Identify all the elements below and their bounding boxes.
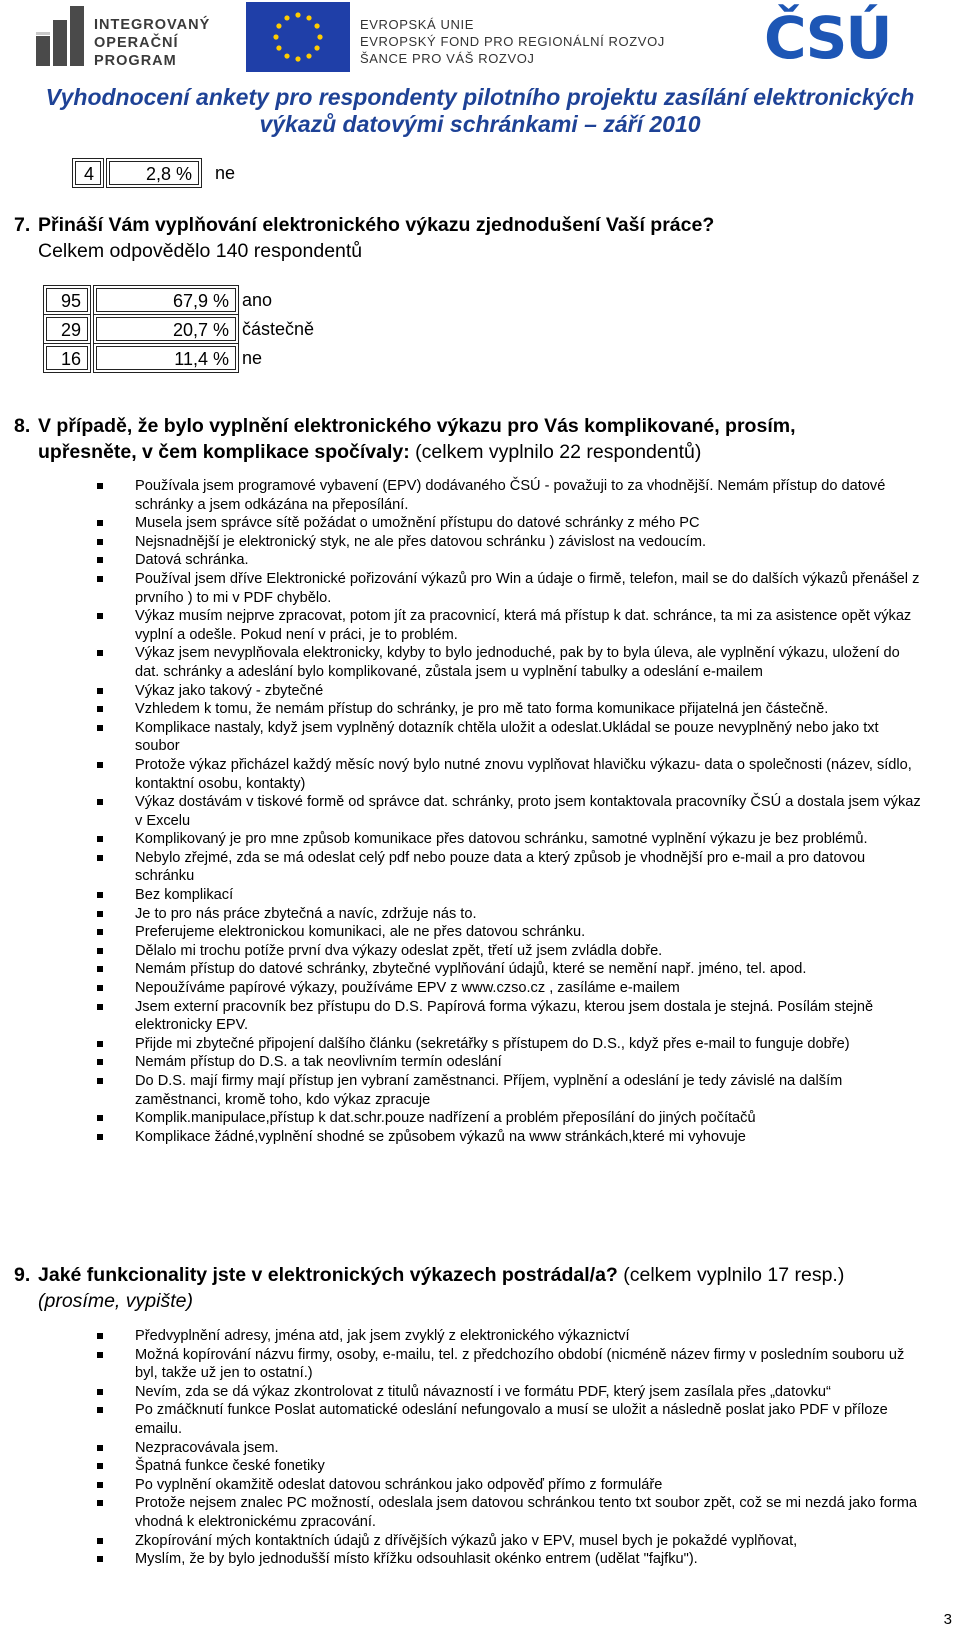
- document-title: [0, 84, 960, 138]
- question-9-text-normal: (celkem vyplnilo 17 resp.): [617, 1264, 845, 1286]
- csu-logo-text: ČSÚ: [764, 4, 891, 72]
- question-9-note: (prosíme, vypište): [38, 1290, 193, 1312]
- stat-count: 4: [75, 161, 101, 185]
- list-item: Výkaz jsem nevyplňovala elektronicky, kdyby to bylo jednoduché, pak by to byla úleva, ale vyplnění výkazu, uložení do dat. schránky a adeslání bylo komplikované, zůstala jsem u vyplnění tabulky a odeslání e-mailem: [97, 644, 927, 681]
- question-7: [14, 212, 714, 264]
- list-item: Po vyplnění okamžitě odeslat datovou schránkou jako odpověď přímo z formuláře: [97, 1476, 927, 1495]
- question-8-line-2-normal: (celkem vyplnilo 22 respondentů): [409, 441, 702, 463]
- stat-count: 95: [46, 288, 88, 312]
- question-9-answers: [97, 1327, 927, 1569]
- list-item: Protože nejsem znalec PC možností, odeslala jsem datovou schránkou tento txt soubor zpět, což se mi nezdá jako forma vhodná k elektronickému zpracování.: [97, 1494, 927, 1531]
- list-item: Zkopírování mých kontaktních údajů z dřívějších výkazů jako v EPV, musel bych je pokaždé vyplňovat,: [97, 1532, 927, 1551]
- list-item: Nepoužíváme papírové výkazy, používáme EPV z www.czso.cz , zasíláme e-mailem: [97, 979, 927, 998]
- list-item: Nemám přístup do datové schránky, zbytečné vyplňování údajů, které se nemění např. jméno, tel. apod.: [97, 960, 927, 979]
- eu-star-icon: [276, 23, 281, 28]
- list-item: Předvyplnění adresy, jména atd, jak jsem zvyklý z elektronického výkaznictví: [97, 1327, 927, 1346]
- list-item: Přijde mi zbytečné připojení dalšího článku (sekretářky s přístupem do D.S., když přes e-mail to funguje dobře): [97, 1035, 927, 1054]
- question-8: [14, 413, 796, 465]
- list-item: Komplikovaný je pro mne způsob komunikace přes datovou schránku, samotné vyplnění výkazu je bez problémů.: [97, 830, 927, 849]
- eu-logo: [246, 2, 666, 72]
- eu-flag-icon: [246, 2, 350, 72]
- stat-label: částečně: [242, 319, 315, 339]
- list-item: Nezpracovávala jsem.: [97, 1439, 927, 1458]
- list-item: Do D.S. mají firmy mají přístup jen vybraní zaměstnanci. Příjem, vyplnění a odeslání je tedy závislé na dalším zaměstnanci, kromě toho, kdo výkaz zpracuje: [97, 1072, 927, 1109]
- list-item: Preferujeme elektronickou komunikaci, ale ne přes datovou schránku.: [97, 923, 927, 942]
- stat-percent: 20,7 %: [96, 317, 236, 341]
- question-8-line-1: V případě, že bylo vyplnění elektronického výkazu pro Vás komplikované, prosím,: [38, 415, 796, 437]
- title-line-1: Vyhodnocení ankety pro respondenty pilotního projektu zasílání elektronických: [45, 84, 915, 110]
- eu-star-icon: [284, 15, 289, 20]
- question-7-text: Přináší Vám vyplňování elektronického výkazu zjednodušení Vaší práce?: [38, 214, 715, 236]
- list-item: Nebylo zřejmé, zda se má odeslat celý pdf nebo pouze data a který způsob je vhodnější pro e-mail a pro datovou schránku: [97, 849, 927, 886]
- list-item: Výkaz musím nejprve zpracovat, potom jít za pracovnicí, která má přístup k dat. schránce, ta mi za asistence opět výkaz vyplní a odešle. Pokud není v práci, je to problém.: [97, 607, 927, 644]
- stat-percent: 2,8 %: [109, 161, 199, 185]
- question-9: [14, 1262, 844, 1314]
- stat-label: ano: [242, 290, 273, 310]
- list-item: Nejsnadnější je elektronický styk, ne ale přes datovou schránku ) závislost na vedoucím.: [97, 533, 927, 552]
- list-item: Musela jsem správce sítě požádat o umožnění přístupu do datové schránky z mého PC: [97, 514, 927, 533]
- eu-star-icon: [314, 45, 319, 50]
- page-number: 3: [943, 1611, 952, 1628]
- stat-label: ne: [242, 348, 263, 368]
- eu-star-icon: [273, 34, 278, 39]
- eu-star-icon: [306, 53, 311, 58]
- list-item: Vzhledem k tomu, že nemám přístup do schránky, je pro mě tato forma komunikace přijatelná jen částečně.: [97, 700, 927, 719]
- list-item: Výkaz jako takový - zbytečné: [97, 682, 927, 701]
- stat-count: 29: [46, 317, 88, 341]
- list-item: Protože výkaz přicházel každý měsíc nový bylo nutné znovu vyplňovat hlavičku výkazu- data o společnosti (název, sídlo, kontaktní osobu, kontakty): [97, 756, 927, 793]
- question-9-number: 9.: [14, 1264, 31, 1286]
- list-item: Nevím, zda se dá výkaz zkontrolovat z titulů návazností i ve formátu PDF, který jsem zasílala přes „datovku“: [97, 1383, 927, 1402]
- stat-percent: 67,9 %: [96, 288, 236, 312]
- list-item: Dělalo mi trochu potíže první dva výkazy odeslat zpět, třetí už jsem zvládla dobře.: [97, 942, 927, 961]
- stat-count: 16: [46, 346, 88, 370]
- list-item: Bez komplikací: [97, 886, 927, 905]
- iop-logo-mark-icon: [36, 6, 84, 66]
- eu-star-icon: [284, 53, 289, 58]
- list-item: Komplikace nastaly, když jsem vyplněný dotazník chtěla uložit a odeslat.Ukládal se pouze nevyplněný nebo jako txt soubor: [97, 719, 927, 756]
- iop-logo: [36, 6, 216, 69]
- question-7-number: 7.: [14, 214, 31, 236]
- question-9-text-bold: Jaké funkcionality jste v elektronických výkazech postrádal/a?: [38, 1264, 618, 1286]
- eu-star-icon: [317, 34, 322, 39]
- list-item: Špatná funkce české fonetiky: [97, 1457, 927, 1476]
- eu-star-icon: [295, 56, 300, 61]
- list-item: Po zmáčknutí funkce Poslat automatické odeslání nefungovalo a musí se uložit a následně poslat jako PDF v příloze emailu.: [97, 1401, 927, 1438]
- question-8-answers: [97, 477, 927, 1146]
- list-item: Jsem externí pracovník bez přístupu do D.S. Papírová forma výkazu, kterou jsem dostala je stejná. Posílám stejně elektronicky EPV.: [97, 998, 927, 1035]
- list-item: Možná kopírování názvu firmy, osoby, e-mailu, tel. z předchozího období (nicméně název firmy v posledním souboru už byl, takže už jen to ostatní.): [97, 1346, 927, 1383]
- list-item: Je to pro nás práce zbytečná a navíc, zdržuje nás to.: [97, 905, 927, 924]
- list-item: Výkaz dostávám v tiskové formě od správce dat. schránky, proto jsem kontaktovala pracovníky ČSÚ a dostala jsem výkaz v Excelu: [97, 793, 927, 830]
- eu-logo-text: EVROPSKÁ UNIE EVROPSKÝ FOND PRO REGIONÁLNÍ ROZVOJ ŠANCE PRO VÁŠ ROZVOJ: [360, 17, 665, 66]
- header-logos: [0, 0, 960, 80]
- eu-star-icon: [295, 12, 300, 17]
- title-line-2: výkazů datovými schránkami – září 2010: [259, 111, 701, 137]
- list-item: Nemám přístup do D.S. a tak neovlivním termín odeslání: [97, 1053, 927, 1072]
- question-8-line-2-bold: upřesněte, v čem komplikace spočívaly:: [38, 441, 410, 463]
- list-item: Komplik.manipulace,přístup k dat.schr.pouze nadřízení a problém přeposílání do jiných počítačů: [97, 1109, 927, 1128]
- list-item: Datová schránka.: [97, 551, 927, 570]
- eu-star-icon: [306, 15, 311, 20]
- question-8-number: 8.: [14, 415, 31, 437]
- question-7-total: Celkem odpovědělo 140 respondentů: [38, 240, 363, 262]
- list-item: Používal jsem dříve Elektronické pořizování výkazů pro Win a údaje o firmě, telefon, mail se do dalších výkazů přenášel z prvního ) to mi v PDF chybělo.: [97, 570, 927, 607]
- eu-star-icon: [314, 23, 319, 28]
- stat-label: ne: [215, 163, 236, 183]
- stat-percent: 11,4 %: [96, 346, 236, 370]
- list-item: Komplikace žádné,vyplnění shodné se způsobem výkazů na www stránkách,které mi vyhovuje: [97, 1128, 927, 1147]
- list-item: Myslím, že by bylo jednodušší místo křížku odsouhlasit okénko entrem (udělat "fajfku").: [97, 1550, 927, 1569]
- iop-logo-text: INTEGROVANÝ OPERAČNÍ PROGRAM: [94, 17, 211, 69]
- eu-star-icon: [276, 45, 281, 50]
- list-item: Používala jsem programové vybavení (EPV) dodávaného ČSÚ - považuji to za vhodnější. Nemám přístup do datové schránky a jsem odkázána na přeposílání.: [97, 477, 927, 514]
- csu-logo: [764, 4, 924, 72]
